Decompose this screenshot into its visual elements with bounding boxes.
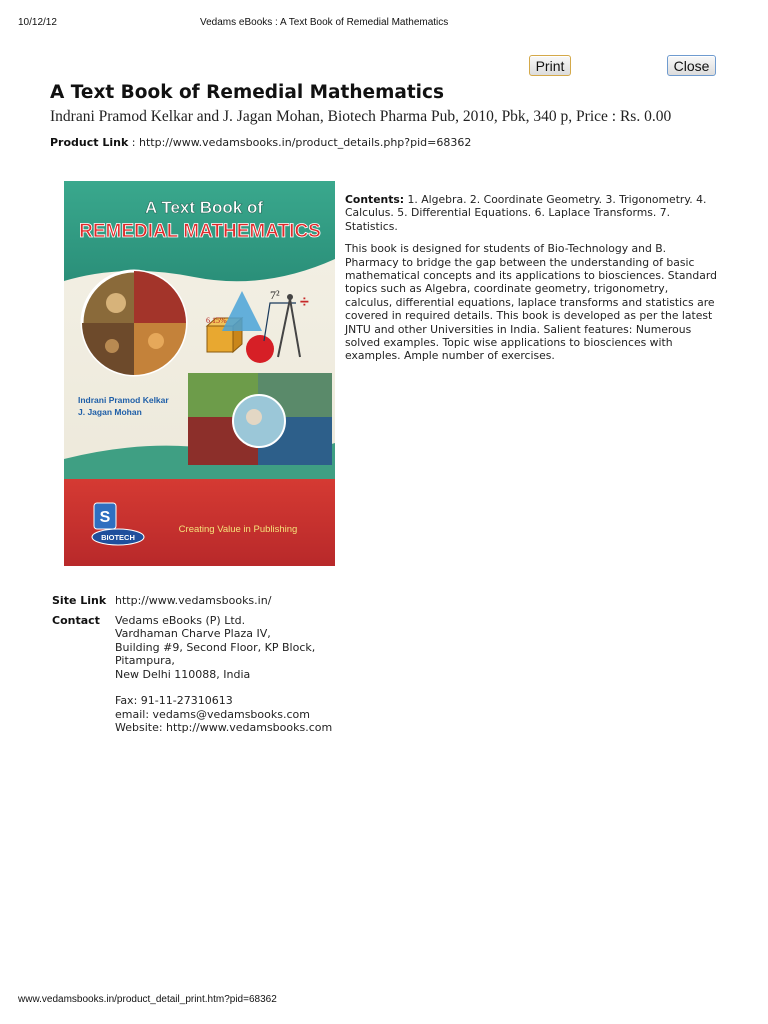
cover-publisher-badge: BIOTECH [101,533,135,542]
contact-address-line3: Pitampura, [115,654,175,667]
book-details [345,193,717,372]
contact-address-line4: New Delhi 110088, India [115,667,251,681]
product-link [50,136,471,149]
cover-bio-collage [188,373,332,465]
contact-website[interactable]: Website: http://www.vedamsbooks.com [115,721,333,734]
contact-spacer [115,681,332,694]
contact-row [50,614,332,741]
cover-author1: Indrani Pramod Kelkar [78,395,169,405]
print-footer-url: www.vedamsbooks.in/product_detail_print.htm?pid=68362 [18,994,277,1005]
product-link-separator: : [128,136,139,149]
contact-company: Vedams eBooks (P) Ltd. [115,613,246,627]
contact-fax: Fax: 91-11-27310613 [115,694,233,707]
print-date: 10/12/12 [18,17,57,28]
cover-title-line1: A Text Book of [144,198,264,217]
site-link-label: Site Link [52,594,107,607]
cover-power: 7² [270,288,280,302]
contents-paragraph [345,193,717,233]
book-meta: Indrani Pramod Kelkar and J. Jagan Mohan, Biotech Pharma Pub, 2010, Pbk, 340 p, Price : Rs. 0.00 [50,108,672,125]
book-cover-image [64,181,335,566]
cover-photo-circle [82,271,186,375]
book-description: This book is designed for students of Bio-Technology and B. Pharmacy to bridge the gap between the understanding of basic mathematical concepts and its applications to biosciences. Standard topics such as Algebra, coordinate geometry, trigonometry, calculus, differential equations, laplace transforms and statistics are covered in required details. This book is developed as per the latest JNTU and other Universities in India. Salient features: Numerous solved examples. Topic wise applications to biosciences with examples. Ample number of exercises. [345,242,717,363]
contents-label: Contents: [345,193,405,206]
product-link-url[interactable]: http://www.vedamsbooks.in/product_details.php?pid=68362 [139,136,472,149]
contact-label: Contact [52,613,100,627]
cover-publisher-letter: S [99,509,111,526]
contents-text: 1. Algebra. 2. Coordinate Geometry. 3. Trigonometry. 4. Calculus. 5. Differential Equations. 6. Laplace Transforms. 7. Statistics. [345,193,707,233]
site-link-row [50,594,332,614]
contact-details [115,614,332,741]
book-title: A Text Book of Remedial Mathematics [50,82,444,103]
cover-tagline: Creating Value in Publishing [178,524,298,535]
cover-author2: J. Jagan Mohan [78,407,142,417]
cover-title-line2: REMEDIAL MATHEMATICS [79,221,321,242]
contact-email[interactable]: email: vedams@vedamsbooks.com [115,707,310,721]
cover-divide-icon: ÷ [300,294,309,311]
print-button[interactable]: Print [529,55,571,76]
product-link-label: Product Link [50,136,129,149]
contact-address-line2: Building #9, Second Floor, KP Block, [115,640,316,654]
print-page-title: Vedams eBooks : A Text Book of Remedial Mathematics [200,17,449,28]
close-button[interactable]: Close [667,55,716,76]
site-link-url[interactable]: http://www.vedamsbooks.in/ [115,594,272,607]
contact-table [50,594,332,741]
contact-address-line1: Vardhaman Charve Plaza IV, [115,627,271,640]
cover-percent: 6.15% [206,316,227,325]
